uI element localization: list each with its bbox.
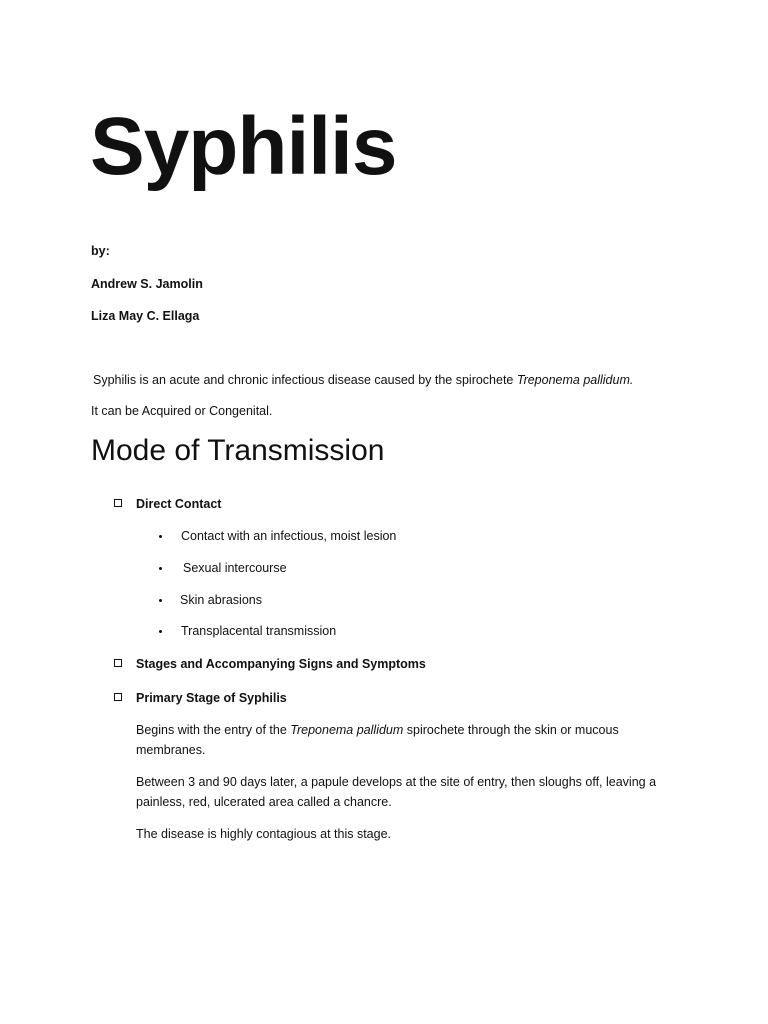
intro-types: Acquired or Congenital.	[141, 404, 273, 418]
author-1: Andrew S. Jamolin	[91, 277, 203, 291]
checkbox-square-icon	[114, 659, 122, 667]
primary-stage-paragraph-2: Between 3 and 90 days later, a papule develops at the site of entry, then sloughs off, leaving a painless, red, ulcerated area called a chancre.	[136, 775, 657, 809]
bullet-item: Skin abrasions	[180, 593, 262, 607]
checklist-item-primary-stage: Primary Stage of Syphilis	[136, 691, 287, 705]
checklist-item-direct-contact: Direct Contact	[136, 497, 222, 511]
primary-stage-paragraph-1	[136, 720, 676, 760]
bullet-icon	[159, 535, 162, 538]
intro-types-line	[91, 403, 272, 419]
checklist-item-stages: Stages and Accompanying Signs and Symptoms	[136, 657, 426, 671]
intro-organism: Treponema pallidum.	[516, 373, 634, 387]
checkbox-square-icon	[114, 499, 122, 507]
bullet-item: Contact with an infectious, moist lesion	[181, 529, 397, 543]
bullet-icon	[159, 599, 162, 602]
p1-organism: Treponema pallidum	[290, 723, 404, 737]
checkbox-square-icon	[114, 693, 122, 701]
p1-text-after: spirochete through the skin or mucous membranes.	[136, 723, 619, 757]
intro-types-prefix: It can be	[91, 404, 142, 418]
intro-text: Syphilis is an acute and chronic infectious disease caused by the spirochete	[93, 373, 517, 387]
bullet-icon	[159, 567, 162, 570]
p1-text-before: Begins with the entry of the	[136, 723, 291, 737]
byline: by:	[91, 244, 110, 258]
intro-sentence	[93, 372, 633, 388]
primary-stage-paragraph-3: The disease is highly contagious at this stage.	[136, 827, 392, 841]
author-2: Liza May C. Ellaga	[91, 309, 200, 323]
bullet-item: Sexual intercourse	[183, 561, 287, 575]
bullet-icon	[159, 630, 162, 633]
section-heading: Mode of Transmission	[91, 434, 385, 467]
document-title: Syphilis	[90, 101, 397, 192]
bullet-item: Transplacental transmission	[181, 624, 337, 638]
